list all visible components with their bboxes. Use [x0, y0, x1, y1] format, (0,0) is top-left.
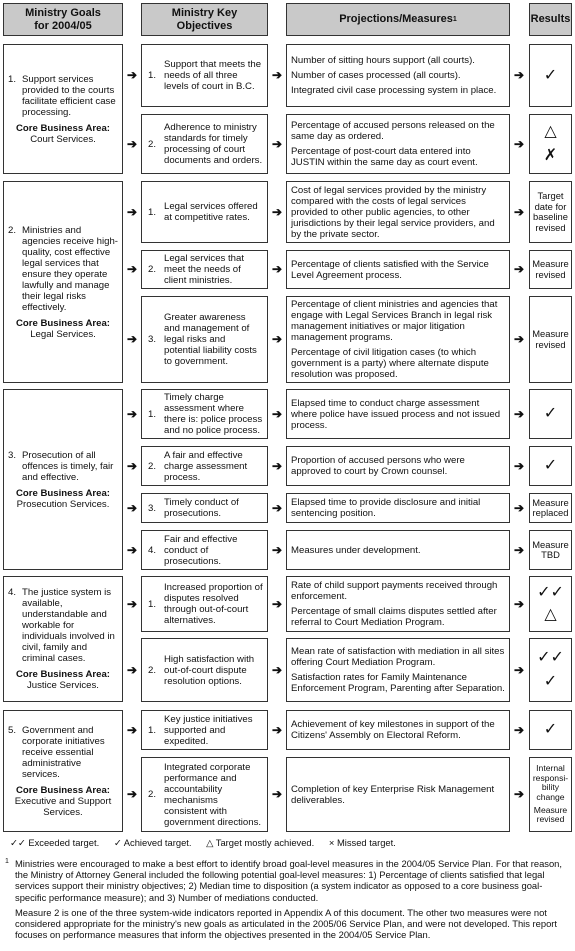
- header-objectives: Ministry Key Objectives: [141, 3, 268, 36]
- objective-3-2: 2. A fair and effective charge assessment process.: [141, 446, 268, 486]
- arrow-icon: ➔: [126, 663, 138, 677]
- arrow-icon: ➔: [271, 262, 283, 276]
- arrow-icon: ➔: [271, 332, 283, 346]
- objective-2-3: 3. Greater awareness and management of legal risks and potential liability costs to government.: [141, 296, 268, 383]
- header-results: Results: [529, 3, 572, 36]
- measure-3-4: Measures under development.: [286, 530, 510, 570]
- arrow-icon: ➔: [513, 262, 525, 276]
- goal-2: 2. Ministries and agencies receive high-quality, cost effective legal services that ensure they operate lawfully and manage their legal risks effectively. Core Business Area: Legal Services.: [3, 181, 123, 383]
- arrow-icon: ➔: [126, 543, 138, 557]
- goal-5: 5. Government and corporate initiatives receive essential administrative services. Core Business Area: Executive and Support Services.: [3, 710, 123, 832]
- arrow-icon: ➔: [513, 459, 525, 473]
- result-3-4: Measure TBD: [529, 530, 572, 570]
- objective-5-1: 1. Key justice initiatives supported and expedited.: [141, 710, 268, 750]
- objective-1-2: 2. Adherence to ministry standards for timely processing of court documents and orders.: [141, 114, 268, 174]
- arrow-icon: ➔: [271, 459, 283, 473]
- arrow-icon: ➔: [271, 68, 283, 82]
- result-2-3: Measure revised: [529, 296, 572, 383]
- arrow-icon: ➔: [513, 68, 525, 82]
- check-icon: ✓: [543, 721, 558, 738]
- measure-1-1: Number of sitting hours support (all courts). Number of cases processed (all courts). Integrated civil case processing system in place.: [286, 44, 510, 107]
- result-5-1: [529, 710, 572, 750]
- legend-exceeded: ✓✓ Exceeded target.: [10, 837, 100, 848]
- result-2-2: Measure revised: [529, 250, 572, 289]
- goal-3: 3. Prosecution of all offences is timely, fair and effective. Core Business Area: Prosecution Services.: [3, 389, 123, 570]
- arrow-icon: ➔: [513, 663, 525, 677]
- cross-icon: ✗: [543, 147, 558, 164]
- double-check-icon: ✓✓: [537, 584, 564, 601]
- arrow-icon: ➔: [271, 205, 283, 219]
- arrow-icon: ➔: [513, 787, 525, 801]
- header-measures: Projections/Measures 1: [286, 3, 510, 36]
- arrow-icon: ➔: [513, 137, 525, 151]
- measure-5-2: Completion of key Enterprise Risk Management deliverables.: [286, 757, 510, 832]
- header-goals: Ministry Goals for 2004/05: [3, 3, 123, 36]
- footnote-1: 1 Ministries were encouraged to make a best effort to identify broad goal-level measures in the 2004/05 Service Plan. For that reason, the Ministry of Attorney General included the following potential goal-level measures: 1) Percentage of clients satisfied that legal services support their ministry objectives; 2) Median time to disposition (a system indicator as opposed to a core business goal-specific performance measure); and 3) Number of mediations conducted.: [5, 858, 562, 903]
- result-3-1: [529, 389, 572, 439]
- arrow-icon: ➔: [271, 407, 283, 421]
- measure-3-1: Elapsed time to conduct charge assessment where police have issued process and not issued process.: [286, 389, 510, 439]
- arrow-icon: ➔: [126, 597, 138, 611]
- arrow-icon: ➔: [126, 68, 138, 82]
- result-1-1: [529, 44, 572, 107]
- arrow-icon: ➔: [126, 459, 138, 473]
- goal-1: 1. Support services provided to the courts facilitate efficient case processing. Core Business Area: Court Services.: [3, 44, 123, 174]
- legend-achieved: ✓ Achieved target.: [113, 837, 192, 848]
- arrow-icon: ➔: [271, 137, 283, 151]
- result-1-2: [529, 114, 572, 174]
- measure-5-1: Achievement of key milestones in support of the Citizens' Assembly on Electoral Reform.: [286, 710, 510, 750]
- objective-3-4: 4. Fair and effective conduct of prosecutions.: [141, 530, 268, 570]
- objective-2-2: 2. Legal services that meet the needs of client ministries.: [141, 250, 268, 289]
- legend-missed: × Missed target.: [328, 837, 396, 848]
- arrow-icon: ➔: [126, 787, 138, 801]
- double-check-icon: ✓✓: [537, 649, 564, 666]
- check-icon: ✓: [543, 457, 558, 474]
- arrow-icon: ➔: [126, 137, 138, 151]
- arrow-icon: ➔: [271, 663, 283, 677]
- objective-4-2: 2. High satisfaction with out-of-court dispute resolution options.: [141, 638, 268, 702]
- arrow-icon: ➔: [513, 597, 525, 611]
- arrow-icon: ➔: [513, 723, 525, 737]
- measure-2-1: Cost of legal services provided by the ministry compared with the costs of legal services provided to other public agencies, to other jurisdictions by their legal service providers, and by the private sector.: [286, 181, 510, 243]
- arrow-icon: ➔: [271, 723, 283, 737]
- measure-2-3: Percentage of client ministries and agencies that engage with Legal Services Branch in legal risk management initiatives or major litigation management programs. Percentage of civil litigation cases (to which government is a party) where alternate dispute resolution was proposed.: [286, 296, 510, 383]
- arrow-icon: ➔: [126, 501, 138, 515]
- objective-3-1: 1. Timely charge assessment where there is: police process and no police process.: [141, 389, 268, 439]
- arrow-icon: ➔: [513, 332, 525, 346]
- measure-3-2: Proportion of accused persons who were approved to court by Crown counsel.: [286, 446, 510, 486]
- objective-4-1: 1. Increased proportion of disputes resolved through out-of-court alternatives.: [141, 576, 268, 632]
- objective-3-3: 3. Timely conduct of prosecutions.: [141, 493, 268, 523]
- arrow-icon: ➔: [513, 407, 525, 421]
- arrow-icon: ➔: [513, 501, 525, 515]
- result-4-2: [529, 638, 572, 702]
- check-icon: ✓: [543, 66, 558, 84]
- measure-3-3: Elapsed time to provide disclosure and initial sentencing position.: [286, 493, 510, 523]
- arrow-icon: ➔: [271, 597, 283, 611]
- arrow-icon: ➔: [271, 787, 283, 801]
- arrow-icon: ➔: [513, 205, 525, 219]
- arrow-icon: ➔: [126, 332, 138, 346]
- check-icon: ✓: [543, 673, 558, 690]
- legend: [10, 837, 408, 849]
- arrow-icon: ➔: [513, 543, 525, 557]
- arrow-icon: ➔: [126, 262, 138, 276]
- result-5-2: Internal responsi- bility change Measure revised: [529, 757, 572, 832]
- objective-5-2: 2. Integrated corporate performance and accountability mechanisms consistent with government directions.: [141, 757, 268, 832]
- objective-2-1: 1. Legal services offered at competitive rates.: [141, 181, 268, 243]
- arrow-icon: ➔: [271, 543, 283, 557]
- objective-1-1: 1. Support that meets the needs of all three levels of court in B.C.: [141, 44, 268, 107]
- result-4-1: [529, 576, 572, 632]
- measure-1-2: Percentage of accused persons released on the same day as ordered. Percentage of post-court data entered into JUSTIN within the same day as court event.: [286, 114, 510, 174]
- goal-4: 4. The justice system is available, understandable and workable for individuals involved in civil, family and criminal cases. Core Business Area: Justice Services.: [3, 576, 123, 702]
- arrow-icon: ➔: [126, 205, 138, 219]
- legend-mostly: △ Target mostly achieved.: [206, 837, 315, 848]
- arrow-icon: ➔: [271, 501, 283, 515]
- measure-4-1: Rate of child support payments received through enforcement. Percentage of small claims disputes settled after referral to Court Mediation Program.: [286, 576, 510, 632]
- result-3-2: [529, 446, 572, 486]
- footnote-2: Measure 2 is one of the three system-wide indicators reported in Appendix A of this document. The other two measures were not considered appropriate for the ministry's new goals as articulated in the 2005/06 Service Plan, and were not developed. This report focuses on performance measures that inform the objectives presented in the 2004/05 Service Plan.: [15, 907, 558, 941]
- measure-2-2: Percentage of clients satisfied with the Service Level Agreement process.: [286, 250, 510, 289]
- arrow-icon: ➔: [126, 723, 138, 737]
- result-3-3: Measure replaced: [529, 493, 572, 523]
- check-icon: ✓: [543, 405, 558, 422]
- triangle-icon: △: [544, 123, 557, 140]
- arrow-icon: ➔: [126, 407, 138, 421]
- measure-4-2: Mean rate of satisfaction with mediation in all sites offering Court Mediation Program. Satisfaction rates for Family Maintenance Enforcement Program, Parenting after Separation.: [286, 638, 510, 702]
- result-2-1: Target date for baseline revised: [529, 181, 572, 243]
- triangle-icon: △: [544, 606, 557, 623]
